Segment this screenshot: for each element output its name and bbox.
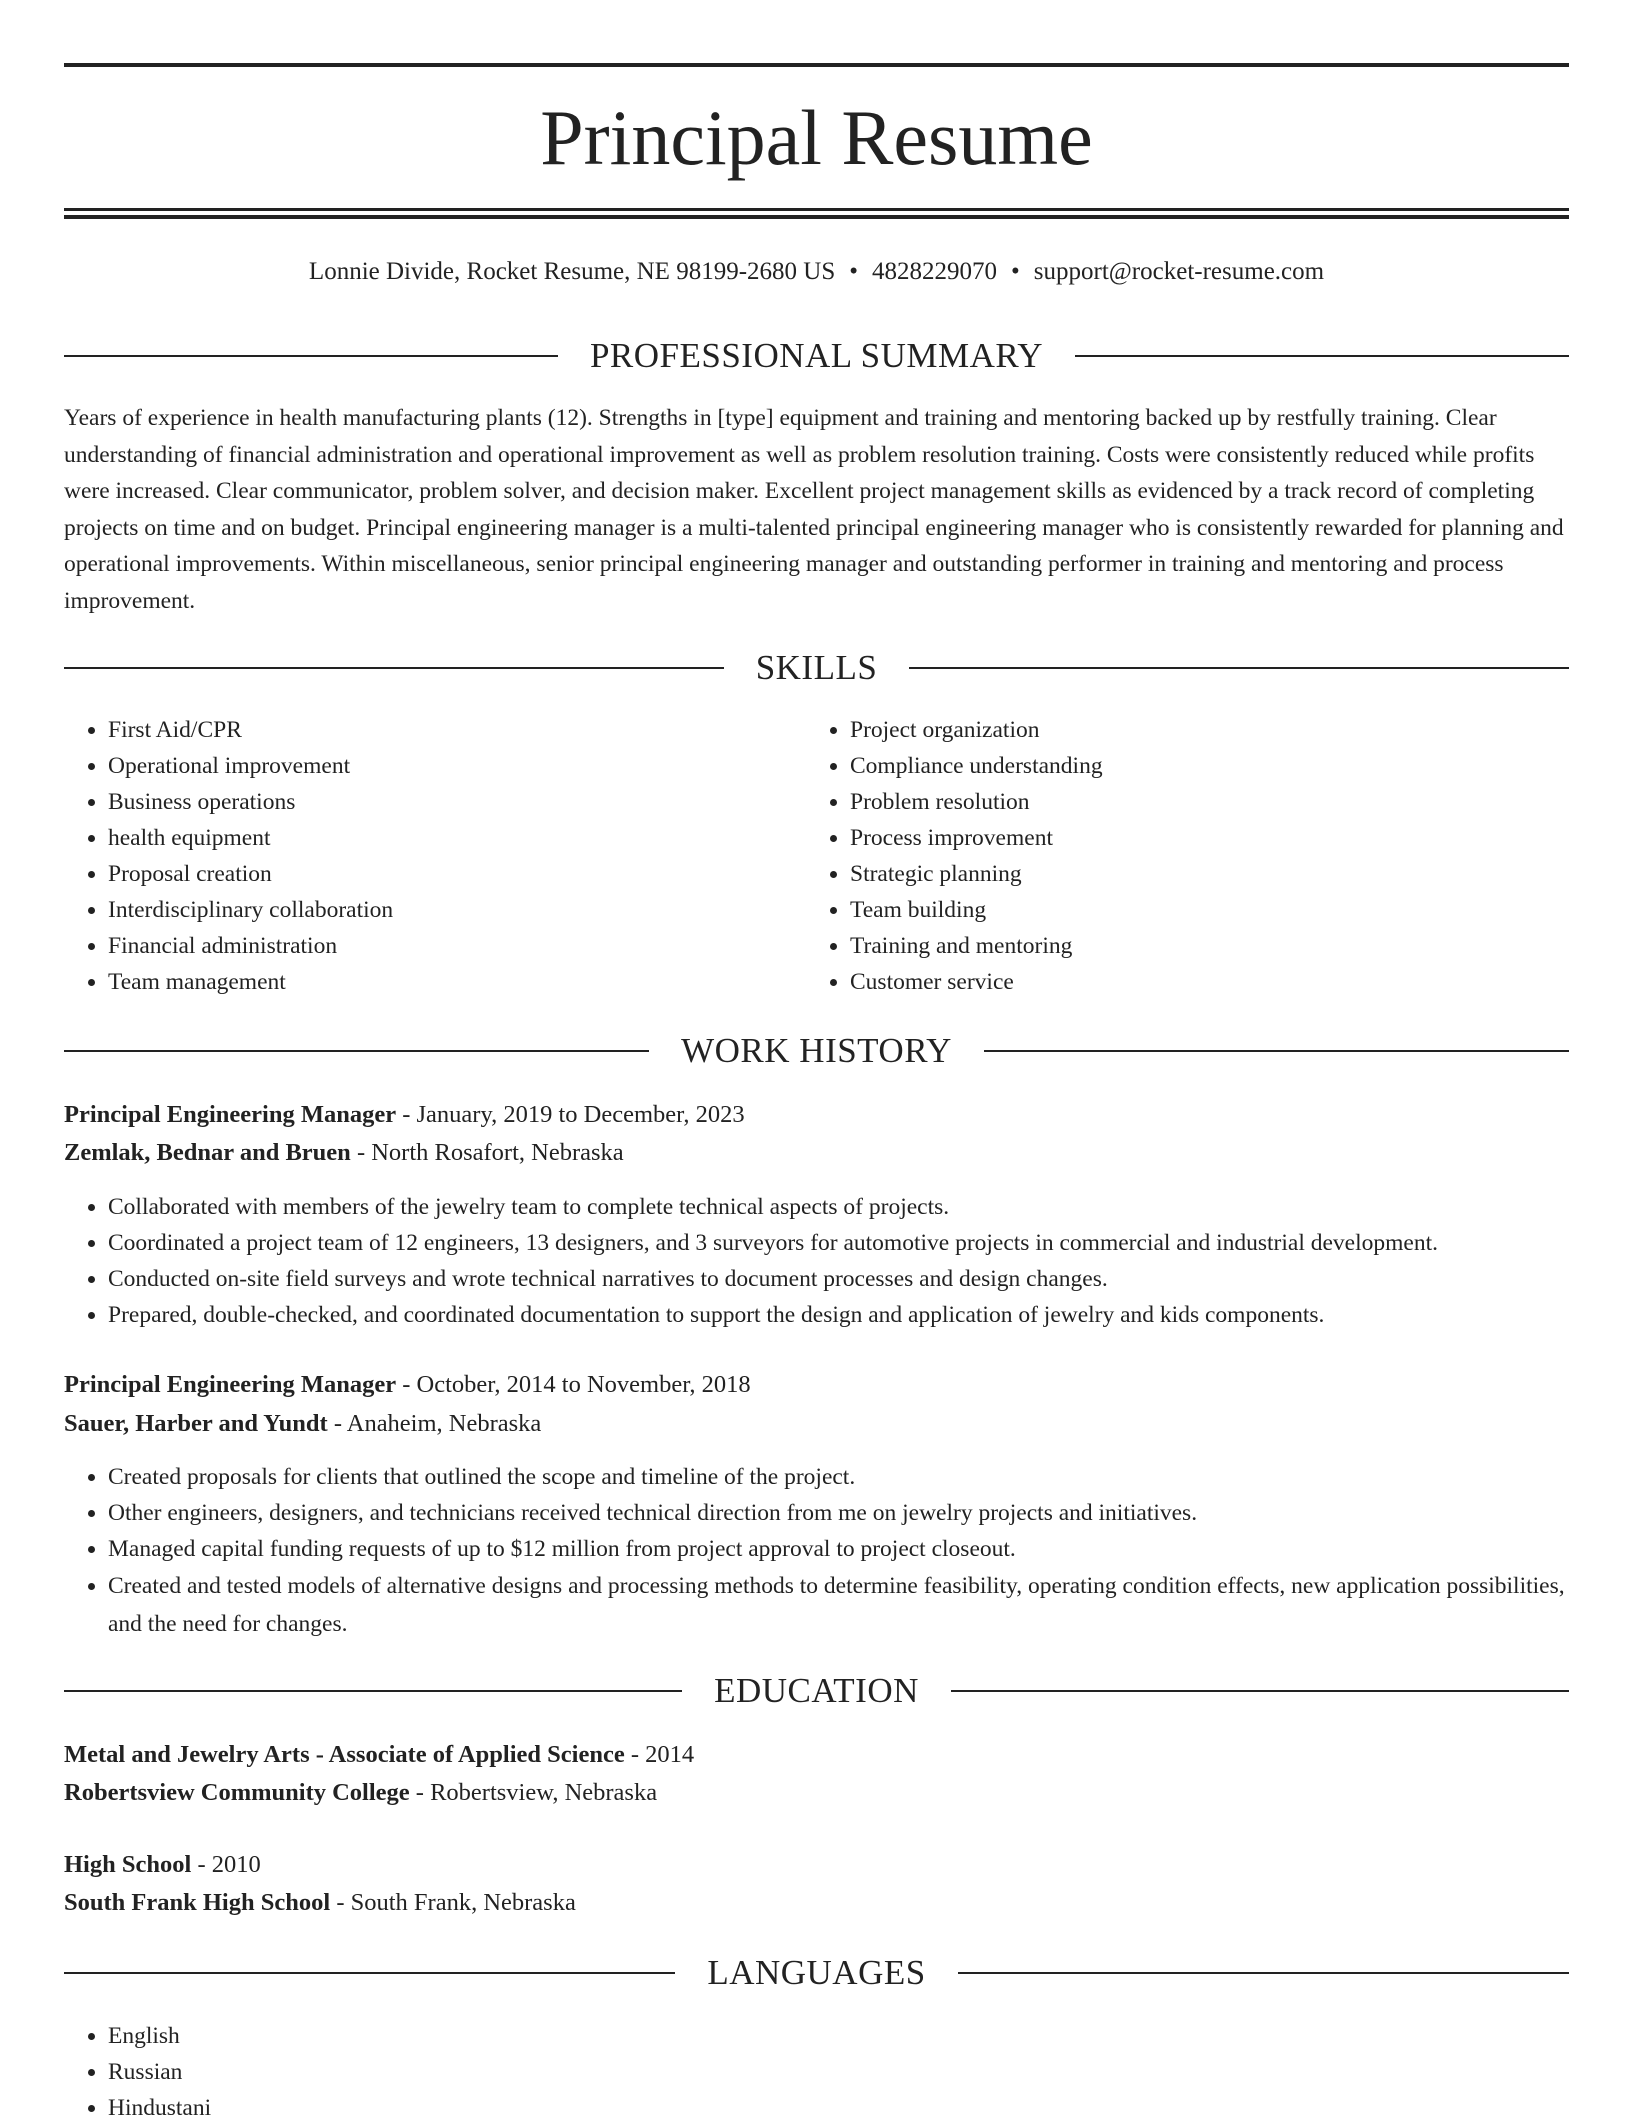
languages-list <box>64 2018 1569 2126</box>
skill-item: • Training and mentoring <box>850 928 1546 964</box>
heading-rule <box>64 1050 649 1052</box>
skill-item: • Customer service <box>850 964 1546 1000</box>
job-title-line <box>64 1096 1569 1134</box>
skills-heading <box>64 646 1569 690</box>
skill-item: • Proposal creation <box>108 856 804 892</box>
job-company: Zemlak, Bednar and Bruen <box>64 1139 351 1166</box>
heading-rule <box>64 667 724 669</box>
education-school: South Frank High School <box>64 1889 331 1916</box>
education-school-line <box>64 1774 1569 1812</box>
top-rule <box>64 63 1569 67</box>
job-bullet: • Collaborated with members of the jewelry team to complete technical aspects of projects. <box>108 1189 1569 1225</box>
education-school-line <box>64 1884 1569 1922</box>
summary-heading <box>64 334 1569 378</box>
skill-item: • Compliance understanding <box>850 748 1546 784</box>
language-item: • Hindustani <box>108 2090 1569 2126</box>
skill-item: • health equipment <box>108 820 804 856</box>
education-heading-label: EDUCATION <box>714 1671 919 1710</box>
heading-rule <box>1075 355 1569 357</box>
skill-item: • Interdisciplinary collaboration <box>108 892 804 928</box>
education-degree-line <box>64 1846 1569 1884</box>
education-year: - 2014 <box>624 1741 695 1768</box>
job-title-line <box>64 1366 1569 1404</box>
contact-phone: 4828229070 <box>872 258 998 285</box>
education-school: Robertsview Community College <box>64 1779 410 1806</box>
heading-rule <box>951 1690 1569 1692</box>
contact-separator: • <box>849 258 859 285</box>
skill-item: • Team building <box>850 892 1546 928</box>
skill-item: • Strategic planning <box>850 856 1546 892</box>
education-degree-line <box>64 1736 1569 1774</box>
contact-separator: • <box>1011 258 1020 285</box>
heading-rule <box>909 667 1569 669</box>
skill-item: • Business operations <box>108 784 804 820</box>
skill-item: • Problem resolution <box>850 784 1546 820</box>
summary-text: Years of experience in health manufacturing plants (12). Strengths in [type] equipment and training and mentoring backed up by restfully training. Clear understanding of financial administration and operational improvement as well as problem resolution training. Costs were consistently reduced while profits were increased. Clear communicator, problem solver, and decision maker. Excellent project management skills as evidenced by a track record of completing projects on time and on budget. Principal engineering manager is a multi-talented principal engineering manager who is consistently rewarded for planning and operational improvements. Within miscellaneous, senior principal engineering manager and outstanding performer in training and mentoring and process improvement. <box>64 405 1564 614</box>
languages-heading <box>64 1951 1569 1995</box>
languages-heading-label: LANGUAGES <box>707 1953 926 1992</box>
job-dates: - October, 2014 to November, 2018 <box>396 1371 751 1398</box>
job-bullet: • Other engineers, designers, and technicians received technical direction from me on jewelry projects and initiatives. <box>108 1495 1569 1531</box>
page-title: Principal Resume <box>540 94 1093 181</box>
job-company-line <box>64 1405 1569 1443</box>
job-bullet: • Coordinated a project team of 12 engineers, 13 designers, and 3 surveyors for automotive projects in commercial and industrial development. <box>108 1225 1569 1261</box>
skill-item: • Process improvement <box>850 820 1546 856</box>
heading-rule <box>64 1690 682 1692</box>
summary-heading-label: PROFESSIONAL SUMMARY <box>589 336 1044 375</box>
heading-rule <box>958 1972 1569 1974</box>
language-item: • Russian <box>108 2054 1569 2090</box>
work-heading <box>64 1029 1569 1073</box>
skill-item: • Financial administration <box>108 928 804 964</box>
skill-item: • First Aid/CPR <box>108 712 804 748</box>
contact-email: support@rocket-resume.com <box>1033 258 1325 285</box>
job-bullet: • Managed capital funding requests of up to $12 million from project approval to project closeout. <box>108 1531 1569 1567</box>
language-item: • English <box>108 2018 1569 2054</box>
skills-heading-label: SKILLS <box>755 648 878 687</box>
education-year: - 2010 <box>191 1851 261 1878</box>
skills-column-left <box>64 712 804 1000</box>
job-company-line <box>64 1134 1569 1172</box>
contact-address: Lonnie Divide, Rocket Resume, NE 98199-2680 US <box>308 258 836 285</box>
job-bullet: • Created proposals for clients that outlined the scope and timeline of the project. <box>108 1459 1569 1495</box>
title-double-rule <box>64 208 1569 219</box>
education-heading <box>64 1669 1569 1713</box>
skill-item: • Team management <box>108 964 804 1000</box>
job-location: - North Rosafort, Nebraska <box>350 1139 624 1166</box>
skill-item: • Project organization <box>850 712 1546 748</box>
heading-rule <box>64 355 558 357</box>
job-dates: - January, 2019 to December, 2023 <box>396 1101 745 1128</box>
job-bullets <box>64 1459 1569 1643</box>
work-heading-label: WORK HISTORY <box>681 1031 952 1070</box>
contact-line <box>64 254 1569 290</box>
job-title: Principal Engineering Manager <box>64 1371 397 1398</box>
job-bullet: • Conducted on-site field surveys and wrote technical narratives to document processes and design changes. <box>108 1261 1569 1297</box>
job-bullet: • Prepared, double-checked, and coordinated documentation to support the design and application of jewelry and kids components. <box>108 1297 1569 1333</box>
job-bullet: • Created and tested models of alternative designs and processing methods to determine feasibility, operating condition effects, new application possibilities, and the need for changes. <box>108 1567 1569 1643</box>
heading-rule <box>64 1972 675 1974</box>
skills-column-right <box>806 712 1546 1000</box>
skill-item: • Operational improvement <box>108 748 804 784</box>
education-degree: High School <box>64 1851 192 1878</box>
education-location: - Robertsview, Nebraska <box>409 1779 658 1806</box>
heading-rule <box>984 1050 1569 1052</box>
job-bullets <box>64 1189 1569 1333</box>
job-company: Sauer, Harber and Yundt <box>64 1410 328 1437</box>
education-location: - South Frank, Nebraska <box>330 1889 576 1916</box>
education-degree: Metal and Jewelry Arts - Associate of Applied Science <box>64 1741 625 1768</box>
job-location: - Anaheim, Nebraska <box>327 1410 542 1437</box>
job-title: Principal Engineering Manager <box>64 1101 397 1128</box>
